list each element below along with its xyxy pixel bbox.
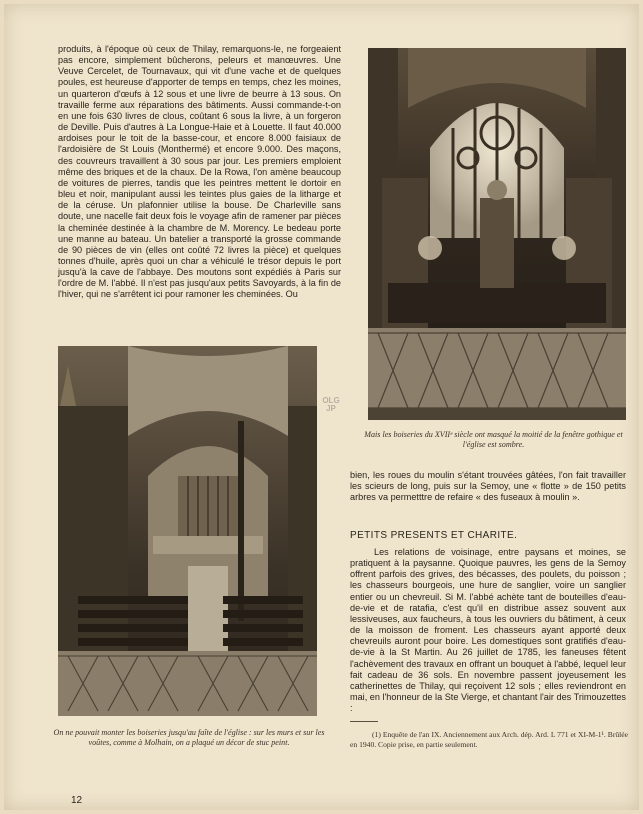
footnote-text: (1) Enquête de l'an IX. Anciennement aux Arch. dép. Ard. L 771 et XI-M-1¹. Brûlée en 1940. Copie prise, en partie seulement. bbox=[350, 730, 628, 749]
right-section-text bbox=[350, 547, 626, 714]
nave-illustration bbox=[58, 346, 317, 716]
watermark-stamp: OLG JP bbox=[322, 396, 340, 413]
right-photo-caption: Mais les boiseries du XVIIᵉ siècle ont masqué la moitié de la fenêtre gothique et l'église est sombre. bbox=[364, 430, 623, 449]
left-column-text bbox=[58, 44, 341, 301]
church-choir-photo bbox=[368, 48, 626, 420]
footnote bbox=[350, 730, 628, 749]
right-continuation-text bbox=[350, 470, 626, 503]
page-number: 12 bbox=[71, 795, 83, 806]
section-paragraph: Les relations de voisinage, entre paysans et moines, se pratiquent à la paysanne. Quoique pauvres, les gens de la Semoy offrent parfois des grives, des bécasses, des poulets, du poisson ; les chasseurs bourgeois, une hure de sanglier, voire un sanglier entier ou un chevreuil. Si M. l'abbé achète tant de bouteilles d'eau-de-vie et de ratafia, c'est qu'il en distribue assez souvent aux lessiveuses, aux faucheurs, à tous les ouvriers du bâtiment, à ceux de la moisson de froment. Les chasseurs ayant apporté deux chevreuils auront pour boire. Les domestiques sont gratifiés d'eau-de-vie à la St Martin. Au 26 juillet de 1785, les faneuses fêtent l'achèvement des travaux en offrant un bouquet à l'abbé, lequel leur fait cadeau de 36 sols. En novembre passent joyeusement les catherinettes de Thilay, qui reçoivent 12 sols ; elles reviendront en mai, en l'honneur de la Ste Vierge, et chantant l'air des Trimouzettes : bbox=[350, 547, 626, 714]
footnote-rule bbox=[350, 721, 378, 722]
left-paragraph: produits, à l'époque où ceux de Thilay, remarquons-le, ne forgeaient pas encore, simplement bûcherons, peleurs et manœuvres. Une Veuve Cercelet, de Tournavaux, qui vit d'une vache et de quelques poules, est heureuse d'apporter de temps en temps, chez les moines, un quarteron d'œufs à 12 sous et une livre de beurre à 13 sous. On travaille ferme aux réparations des bâtiments. Aussi commande-t-on en une fois 630 livres de clous, coûtant 6 sous la livre, à un forgeron de Deville. Puis d'autres à La Longue-Haie et à Louette. Il faut 40.000 ardoises pour le toit de la basse-cour, et encore 8.000 faisiaux de l'ardoisière de St Louis (Monthermé) et encore 9.000. Des maçons, des couvreurs travaillent à 30 sous par jour. Les premiers emploient même des briques et de la chaux. De la Rowa, l'on amène beaucoup de voitures de pierres, tandis que les peintres mettent le dortoir en bleu et noir, manipulant aussi les teintes plus gaies de la litharge et de la céruse. Un plafonnier utilise la bouse. De Charleville sans doute, une nacelle fait deux fois le voyage afin de ramener par pièces la cheminée destinée à la chambre de M. Morency. Le bedeau porte une manne au bateau. Un batelier a transporté la grosse commande de 90 pièces de vin (elles ont coûté 72 livres la pièce) et quelques tonnes d'huile, après quoi un char a véhiculé le trésor depuis le port jusqu'à la cave de l'abbaye. Des moutons sont expédiés à Paris sur l'ordre de M. l'abbé. Il n'est pas jusqu'aux petits Savoyards, à la fin de l'hiver, qui ne s'arrêtent ici pour ramoner les cheminées. Ou bbox=[58, 44, 341, 300]
choir-illustration bbox=[368, 48, 626, 420]
church-nave-photo bbox=[58, 346, 317, 716]
continuation-paragraph: bien, les roues du moulin s'étant trouvées gâtées, l'on fait travailler les scieurs de long, puis sur la Semoy, une « flotte » de 150 petits arbres va permetttre de refaire « des fuseaux à moulin ». bbox=[350, 470, 626, 503]
left-photo-caption: On ne pouvait monter les boiseries jusqu'au faîte de l'église : sur les murs et sur les voûtes, comme à Molhain, on a plaqué un décor de stuc peint. bbox=[53, 728, 325, 747]
section-heading: PETITS PRESENTS ET CHARITE. bbox=[350, 530, 518, 541]
